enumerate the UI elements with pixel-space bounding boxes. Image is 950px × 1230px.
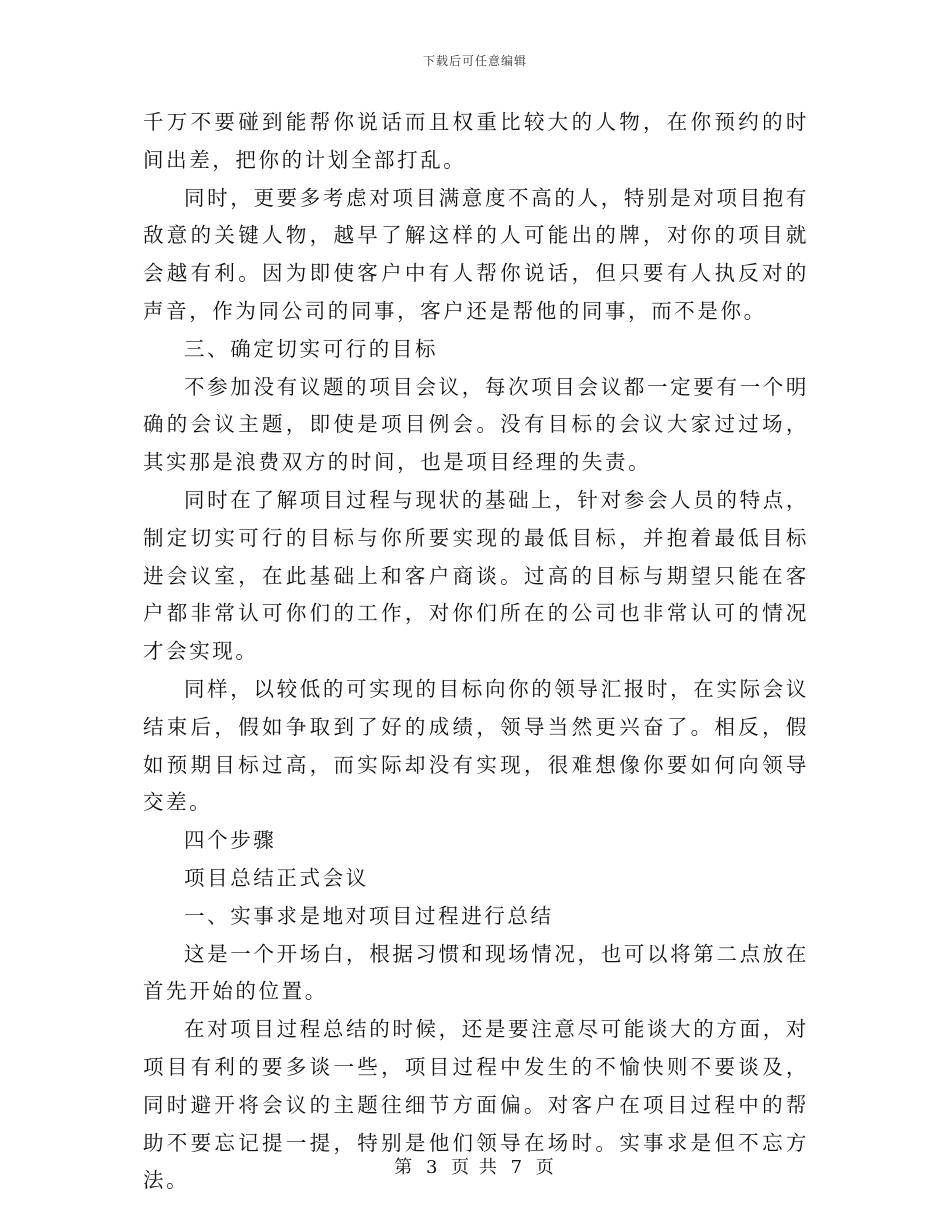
paragraph: 不参加没有议题的项目会议，每次项目会议都一定要有一个明确的会议主题，即使是项目例会。没有目标的会议大家过过场，其实那是浪费双方的时间，也是项目经理的失责。	[143, 374, 809, 475]
paragraph: 同样，以较低的可实现的目标向你的领导汇报时，在实际会议结束后，假如争取到了好的成绩，领导当然更兴奋了。相反，假如预期目标过高，而实际却没有实现，很难想像你要如何向领导交差。	[143, 676, 809, 815]
document-body	[143, 104, 809, 1200]
footer-middle: 页 共	[451, 1157, 499, 1178]
section-heading: 四个步骤	[184, 828, 277, 853]
footer-suffix: 页	[535, 1157, 556, 1178]
paragraph: 千万不要碰到能帮你说话而且权重比较大的人物，在你预约的时间出差，把你的计划全部打乱。	[143, 110, 809, 172]
section-heading: 三、确定切实可行的目标	[184, 336, 439, 361]
paragraph: 同时，更要多考虑对项目满意度不高的人，特别是对项目抱有敌意的关键人物，越早了解这样的人可能出的牌，对你的项目就会越有利。因为即使客户中有人帮你说话，但只要有人执反对的声音，作为同公司的同事，客户还是帮他的同事，而不是你。	[143, 185, 809, 323]
footer-current-page: 3	[425, 1157, 440, 1178]
section-heading: 一、实事求是地对项目过程进行总结	[184, 903, 554, 928]
footer-prefix: 第	[394, 1157, 415, 1178]
page-header-note: 下载后可任意编辑	[422, 54, 527, 68]
footer-total-pages: 7	[510, 1157, 525, 1178]
paragraph: 在对项目过程总结的时候，还是要注意尽可能谈大的方面，对项目有利的要多谈一些，项目过程中发生的不愉快则不要谈及，同时避开将会议的主题往细节方面偏。对客户在项目过程中的帮助不要忘记提一提，特别是他们领导在场时。实事求是但不忘方法。	[143, 1017, 809, 1193]
paragraph: 同时在了解项目过程与现状的基础上，针对参会人员的特点，制定切实可行的目标与你所要实现的最低目标，并抱着最低目标进会议室，在此基础上和客户商谈。过高的目标与期望只能在客户都非常认可你们的工作，对你们所在的公司也非常认可的情况才会实现。	[143, 487, 809, 664]
paragraph: 这是一个开场白，根据习惯和现场情况，也可以将第二点放在首先开始的位置。	[143, 941, 809, 1004]
section-heading: 项目总结正式会议	[184, 865, 369, 890]
page-footer	[0, 1153, 950, 1179]
